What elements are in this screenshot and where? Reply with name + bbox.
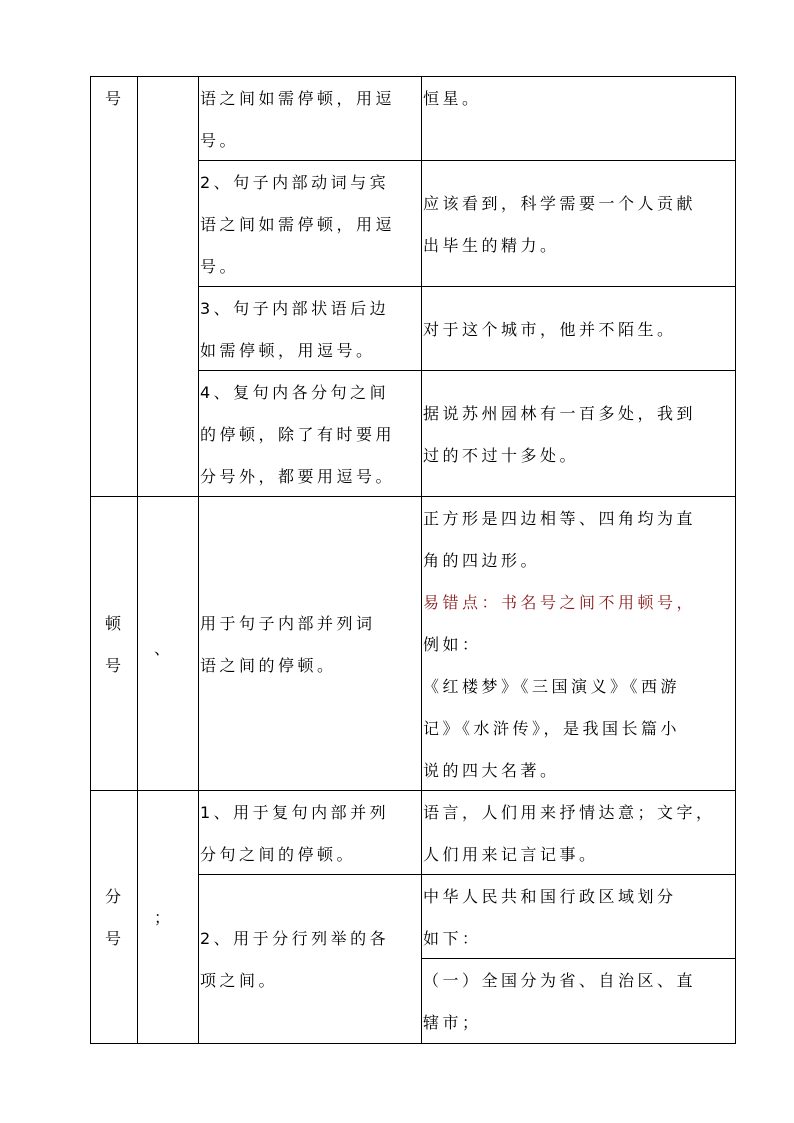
usage-text: 分句之间的停顿。 [200, 845, 357, 864]
usage-text: 语之间的停顿。 [200, 656, 337, 675]
example-text: 辖市； [423, 1013, 482, 1032]
row-divider [198, 286, 736, 287]
usage-text: 3、句子内部状语后边 [200, 299, 390, 318]
example-text: （一）全国分为省、自治区、直 [423, 971, 697, 990]
usage-text: 2、用于分行列举的各 [200, 929, 390, 948]
usage-text: 项之间。 [200, 971, 279, 990]
punctuation-name: 顿 [105, 614, 125, 633]
column-divider [421, 76, 422, 1044]
example-text: 人们用来记言记事。 [423, 845, 599, 864]
table-border-right [735, 76, 736, 1044]
example-text: 说的四大名著。 [423, 761, 560, 780]
example-text: 恒星。 [423, 89, 482, 108]
usage-text: 分号外，都要用逗号。 [200, 467, 396, 486]
punctuation-name: 号 [105, 89, 125, 108]
punctuation-symbol: 、 [154, 639, 174, 658]
punctuation-name: 号 [105, 929, 125, 948]
example-text: 出毕生的精力。 [423, 236, 560, 255]
example-text: 过的不过十多处。 [423, 446, 580, 465]
example-text: 语言，人们用来抒情达意；文字， [423, 803, 716, 822]
example-text: 中华人民共和国行政区域划分 [423, 887, 677, 906]
usage-text: 号。 [200, 131, 240, 150]
example-text: 角的四边形。 [423, 551, 541, 570]
column-divider [137, 76, 138, 1044]
usage-text: 如需停顿，用逗号。 [200, 341, 376, 360]
punctuation-symbol: ； [154, 908, 174, 927]
usage-text: 1、用于复句内部并列 [200, 803, 390, 822]
usage-text: 4、复句内各分句之间 [200, 383, 390, 402]
table-border-left [90, 76, 91, 1044]
usage-text: 语之间如需停顿，用逗 [200, 215, 396, 234]
row-divider [90, 496, 736, 497]
punctuation-name: 分 [105, 887, 125, 906]
usage-text: 2、句子内部动词与宾 [200, 173, 390, 192]
punctuation-table [90, 76, 736, 1044]
example-text: 据说苏州园林有一百多处，我到 [423, 404, 697, 423]
usage-text: 号。 [200, 257, 240, 276]
usage-text: 用于句子内部并列词 [200, 614, 376, 633]
row-divider [198, 160, 736, 161]
example-text: 正方形是四边相等、四角均为直 [423, 509, 697, 528]
column-divider [198, 76, 199, 1044]
table-border-bottom [90, 1043, 736, 1044]
error-note: 易错点：书名号之间不用顿号， [423, 593, 697, 612]
example-text: 应该看到，科学需要一个人贡献 [423, 194, 697, 213]
table-border-top [90, 76, 736, 77]
usage-text: 语之间如需停顿，用逗 [200, 89, 396, 108]
example-text: 记》《水浒传》，是我国长篇小 [423, 719, 681, 738]
example-text: 如下： [423, 929, 482, 948]
usage-text: 的停顿，除了有时要用 [200, 425, 396, 444]
example-text: 例如： [423, 635, 482, 654]
example-text: 对于这个城市，他并不陌生。 [423, 320, 677, 339]
row-divider [90, 790, 736, 791]
example-text: 《红楼梦》《三国演义》《西游 [423, 677, 681, 696]
punctuation-name: 号 [105, 656, 125, 675]
